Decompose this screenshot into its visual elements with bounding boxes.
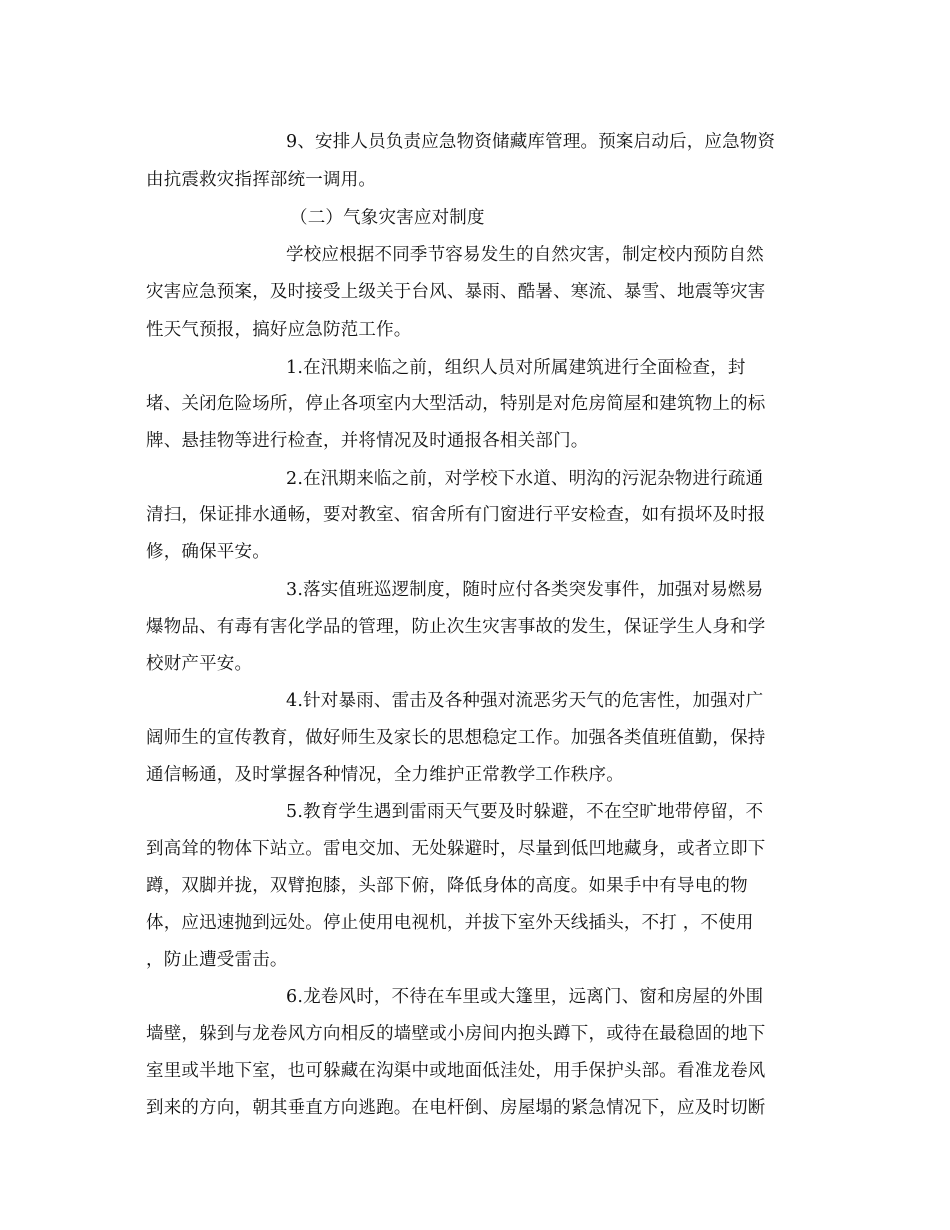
section9-line2: 由抗震救灾指挥部统一调用。 (146, 170, 377, 190)
section9-line1: 9、安排人员负责应急物资储藏库管理。预案启动后，应急物资 (286, 132, 776, 152)
item3-line3: 校财产平安。 (146, 654, 253, 674)
item2-line2: 清扫，保证排水通畅，要对教室、宿舍所有门窗进行平安检查，如有损坏及时报 (146, 505, 766, 525)
item4-line2: 阔师生的宣传教育，做好师生及家长的思想稳定工作。加强各类值班值勤，保持 (146, 728, 766, 748)
item5-line4: 体，应迅速抛到远处。停止使用电视机，并拔下室外天线插头，不打 ，不使用 (146, 913, 754, 933)
item5-line1: 5.教育学生遇到雷雨天气要及时躲避，不在空旷地带停留，不 (286, 802, 764, 822)
section-heading: （二）气象灾害应对制度 (290, 208, 485, 228)
item6-line1: 6.龙卷风时，不待在车里或大篷里，远离门、窗和房屋的外围 (286, 987, 764, 1007)
intro-line1: 学校应根据不同季节容易发生的自然灾害，制定校内预防自然 (286, 245, 764, 265)
item2-line1: 2.在汛期来临之前，对学校下水道、明沟的污泥杂物进行疏通 (286, 469, 764, 489)
item6-line3: 室里或半地下室，也可躲藏在沟渠中或地面低洼处，用手保护头部。看准龙卷风 (146, 1061, 766, 1081)
item5-line3: 蹲，双脚并拢，双臂抱膝，头部下俯，降低身体的高度。如果手中有导电的物 (146, 876, 748, 896)
item1-line1: 1.在汛期来临之前，组织人员对所属建筑进行全面检查，封 (286, 358, 746, 378)
intro-line3: 性天气预报，搞好应急防范工作。 (146, 320, 412, 340)
item4-line1: 4.针对暴雨、雷击及各种强对流恶劣天气的危害性，加强对广 (286, 691, 764, 711)
item3-line1: 3.落实值班巡逻制度，随时应付各类突发事件，加强对易燃易 (286, 580, 764, 600)
item3-line2: 爆物品、有毒有害化学品的管理，防止次生灾害事故的发生，保证学生人身和学 (146, 617, 766, 637)
item1-line2: 堵、关闭危险场所，停止各项室内大型活动，特别是对危房简屋和建筑物上的标 (146, 394, 766, 414)
item5-line5: ，防止遭受雷击。 (146, 950, 288, 970)
item1-line3: 牌、悬挂物等进行检查，并将情况及时通报各相关部门。 (146, 431, 589, 451)
item4-line3: 通信畅通，及时掌握各种情况，全力维护正常教学工作秩序。 (146, 765, 624, 785)
item5-line2: 到高耸的物体下站立。雷电交加、无处躲避时，尽量到低凹地藏身，或者立即下 (146, 839, 766, 859)
item2-line3: 修，确保平安。 (146, 542, 270, 562)
intro-line2: 灾害应急预案，及时接受上级关于台风、暴雨、酷暑、寒流、暴雪、地震等灾害 (146, 282, 766, 302)
item6-line4: 到来的方向，朝其垂直方向逃跑。在电杆倒、房屋塌的紧急情况下，应及时切断 (146, 1098, 766, 1118)
item6-line2: 墙壁，躲到与龙卷风方向相反的墙壁或小房间内抱头蹲下，或待在最稳固的地下 (146, 1024, 766, 1044)
